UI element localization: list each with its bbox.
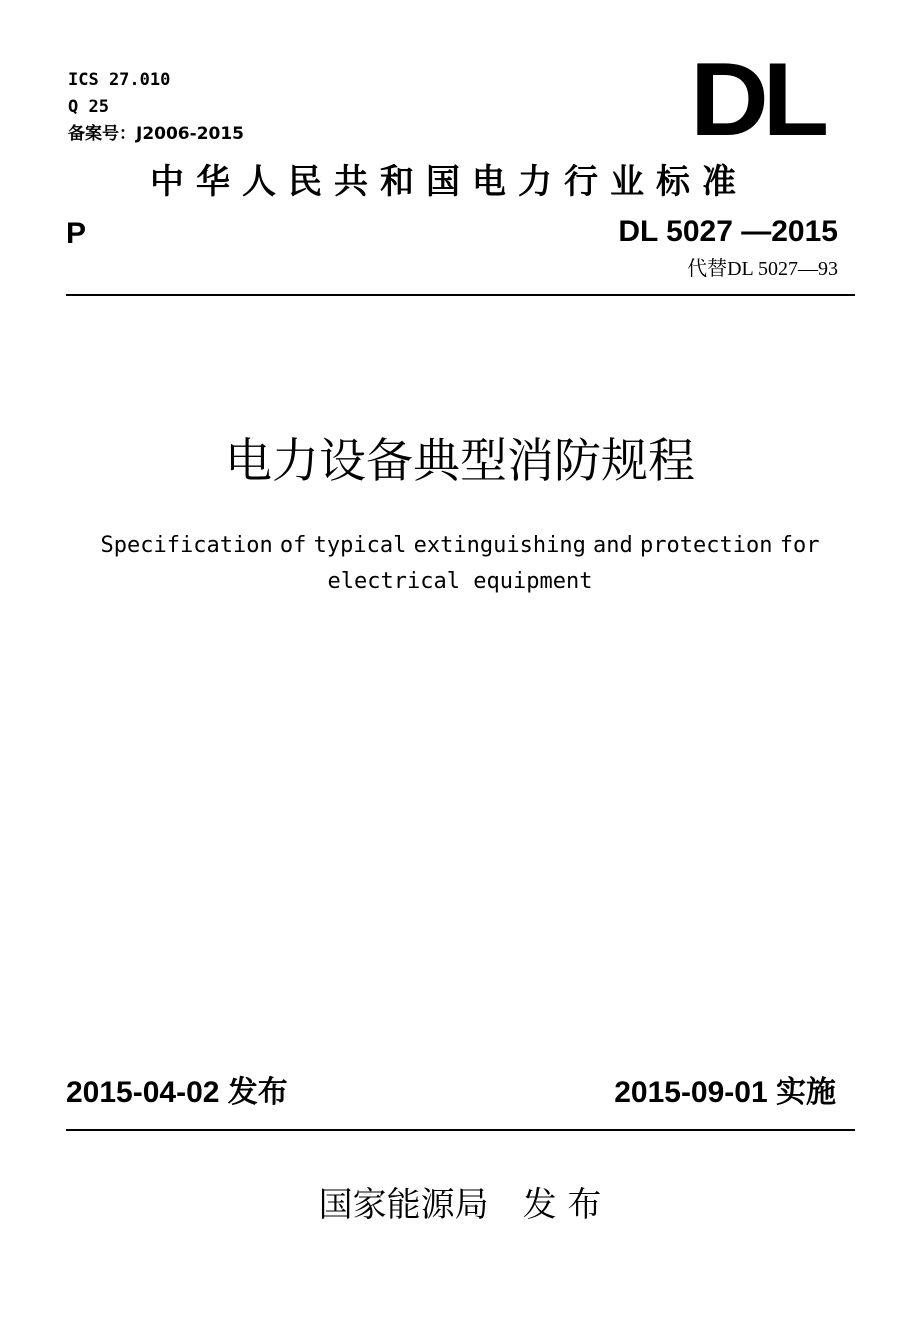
publisher: 国家能源局 发 布 [318,1185,602,1225]
dl-logo: DL [690,42,823,158]
registration-number: 备案号：J2006-2015 [68,124,245,144]
category-code: P [66,217,87,250]
ccs-code: Q 25 [68,97,109,117]
replaces-note: 代替DL 5027—93 [687,258,838,280]
top-divider [66,294,855,296]
document-title-en-line1: Specification of typical extinguishing and protection for [100,533,820,558]
document-title-cn: 电力设备典型消防规程 [225,434,695,489]
standard-title: 中华人民共和国电力行业标准 [150,162,748,202]
standard-number: DL 5027 —2015 [618,215,838,248]
bottom-divider [66,1129,855,1131]
document-title-en-line2: electrical equipment [327,569,593,594]
issue-date: 2015-04-02 发布 [66,1076,288,1109]
implementation-date: 2015-09-01 实施 [614,1076,836,1109]
ics-code: ICS 27.010 [68,70,171,90]
